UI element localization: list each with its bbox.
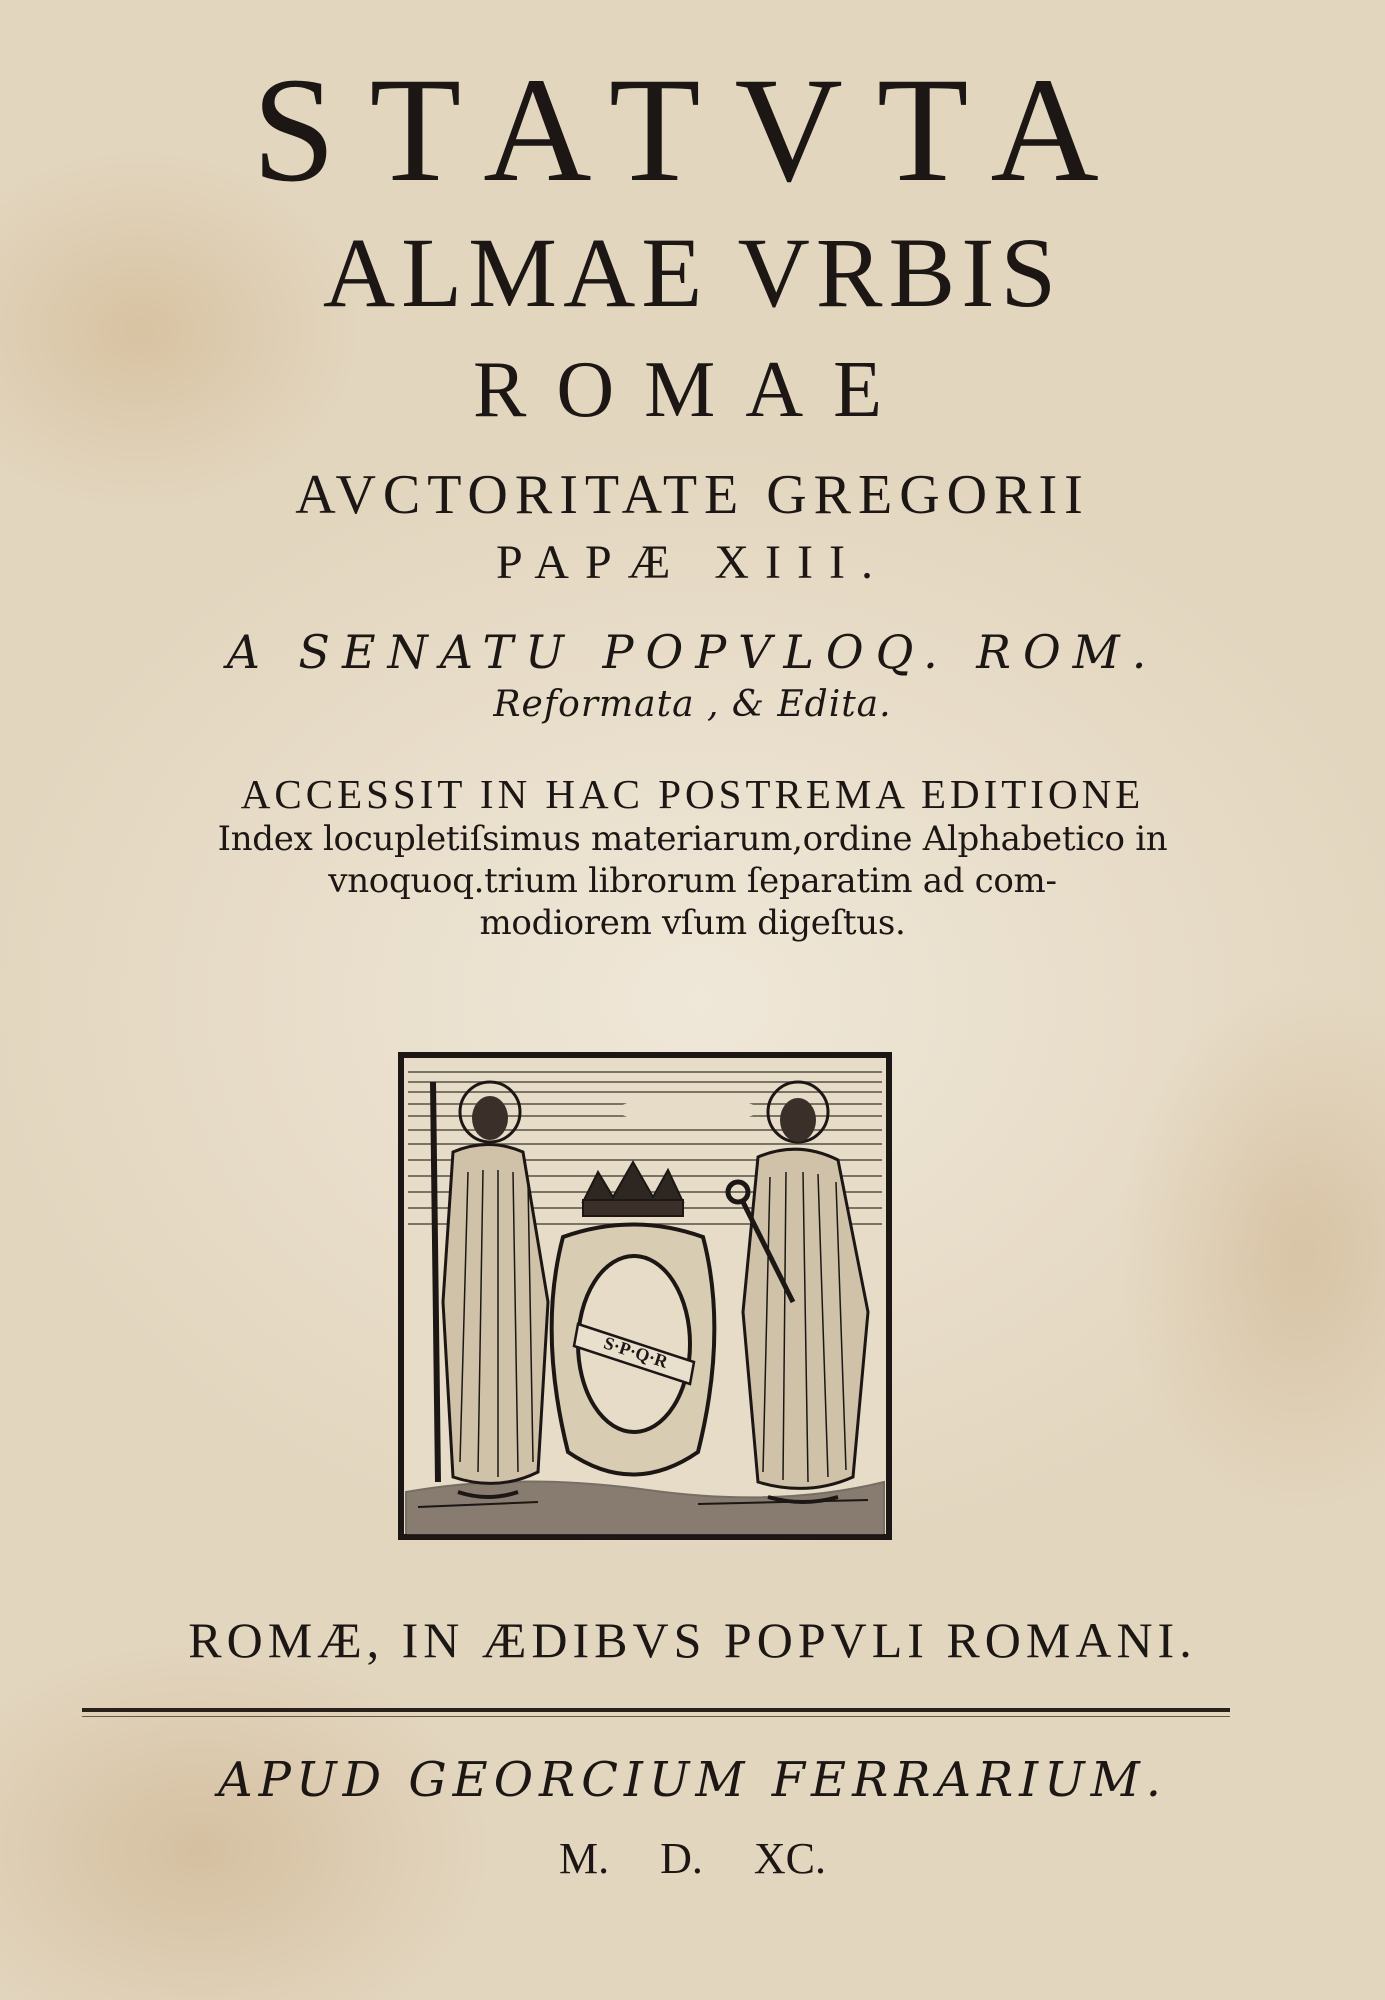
- divider-rule: [82, 1708, 1230, 1712]
- woodcut-illustration: [398, 1052, 892, 1540]
- divider-rule-thin: [82, 1716, 1230, 1717]
- accessit-line: ACCESSIT IN HAC POSTREMA EDITIONE: [240, 771, 1145, 817]
- woodcut-cloud: [618, 1096, 758, 1124]
- printer-line: APUD GEORCIUM FERRARIUM.: [218, 1752, 1167, 1808]
- woodcut-banner-text: S·P·Q·R: [601, 1332, 671, 1373]
- book-title: STATVTA: [252, 47, 1133, 213]
- subtitle-line-2: ROMAE: [473, 346, 912, 434]
- subtitle-line-1: ALMAE VRBIS: [322, 217, 1063, 328]
- senatu-line: A SENATU POPVLOQ. ROM.: [226, 625, 1159, 679]
- imprint-line: ROMÆ, IN ÆDIBVS POPVLI ROMANI.: [188, 1612, 1197, 1668]
- index-line-2: vnoquoq.trium librorum ſeparatim ad com-: [328, 861, 1057, 901]
- authority-line-1: AVCTORITATE GREGORII: [295, 464, 1090, 526]
- index-line-1: Index locupletiſsimus materiarum,ordine Alphabetico in: [217, 819, 1168, 859]
- publication-year: M. D. XC.: [558, 1834, 827, 1883]
- authority-line-2: PAPÆ XIII.: [496, 536, 889, 589]
- woodcut-crown: [583, 1162, 683, 1216]
- index-line-3: modiorem vſum digeſtus.: [479, 903, 906, 943]
- reformata-line: Reformata , & Edita.: [493, 684, 892, 725]
